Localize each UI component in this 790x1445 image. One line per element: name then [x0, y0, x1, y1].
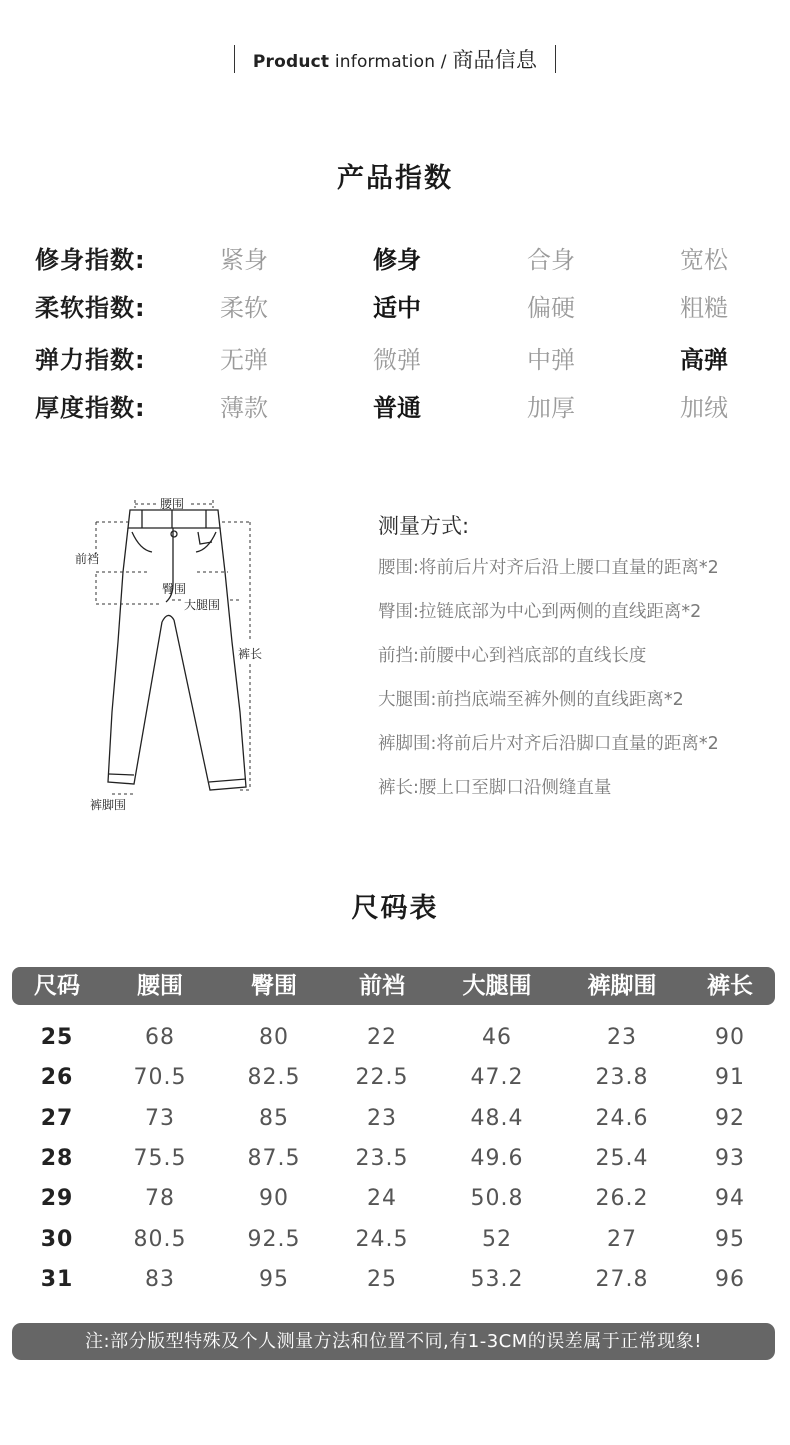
table-size-cell: 25 [40, 1025, 74, 1050]
table-cell: 24.6 [595, 1105, 649, 1131]
table-header-cell: 前裆 [359, 973, 405, 999]
index-option: 柔软 [220, 294, 268, 322]
table-size-cell: 29 [40, 1186, 74, 1212]
table-cell: 22.5 [355, 1065, 409, 1091]
label-waist: 腰围 [160, 497, 185, 511]
table-cell: 47.2 [470, 1065, 524, 1091]
table-cell: 85 [259, 1105, 289, 1131]
table-cell: 27 [607, 1226, 637, 1252]
table-size-cell: 26 [40, 1065, 74, 1091]
index-option: 粗糙 [680, 294, 728, 322]
page-header [0, 44, 790, 74]
table-header-cell: 臀围 [251, 973, 297, 999]
table-cell: 91 [715, 1065, 745, 1091]
label-length: 裤长 [238, 647, 263, 661]
table-cell: 95 [259, 1266, 289, 1292]
table-row [0, 1139, 790, 1179]
table-cell: 80.5 [133, 1226, 187, 1252]
measure-method-item: 腰围:将前后片对齐后沿上腰口直量的距离*2 [378, 558, 719, 578]
table-cell: 24.5 [355, 1226, 409, 1252]
table-cell: 80 [259, 1025, 289, 1050]
table-size-cell: 30 [40, 1226, 74, 1252]
table-row [0, 1260, 790, 1300]
table-cell: 83 [145, 1266, 175, 1292]
header-divider-right [555, 45, 556, 73]
index-option: 加厚 [527, 394, 575, 422]
table-cell: 82.5 [247, 1065, 301, 1091]
table-cell: 22 [367, 1025, 397, 1050]
index-label: 柔软指数: [35, 294, 146, 322]
index-option: 中弹 [527, 346, 575, 374]
index-option: 加绒 [680, 394, 728, 422]
table-row [0, 1220, 790, 1260]
table-cell: 24 [367, 1186, 397, 1212]
product-index-title: 产品指数 [337, 163, 453, 194]
table-header-cell: 裤长 [707, 973, 753, 999]
index-option-selected: 高弹 [680, 346, 728, 374]
table-cell: 52 [482, 1226, 512, 1252]
table-cell: 23.5 [355, 1145, 409, 1171]
index-label: 厚度指数: [35, 394, 146, 422]
index-option: 偏硬 [527, 294, 575, 322]
index-option: 微弹 [373, 346, 421, 374]
table-cell: 25 [367, 1266, 397, 1292]
measure-method-title: 测量方式: [378, 514, 470, 538]
table-header-cell: 腰围 [137, 973, 183, 999]
label-front-rise: 前裆 [75, 552, 100, 566]
size-table-header [12, 967, 775, 1005]
table-cell: 90 [715, 1025, 745, 1050]
measure-method-item: 大腿围:前挡底端至裤外侧的直线距离*2 [378, 690, 684, 710]
index-option: 合身 [527, 246, 575, 274]
header-title: Product information / 商品信息 [252, 48, 538, 72]
table-cell: 92 [715, 1105, 745, 1131]
index-option-selected: 修身 [373, 246, 421, 274]
table-size-cell: 31 [40, 1266, 74, 1292]
index-option: 无弹 [220, 346, 268, 374]
label-hem: 裤脚围 [90, 798, 127, 812]
table-header-cell: 大腿围 [462, 973, 532, 999]
table-row [0, 1058, 790, 1098]
table-cell: 53.2 [470, 1266, 524, 1292]
table-cell: 92.5 [247, 1226, 301, 1252]
measure-method-item: 前挡:前腰中心到裆底部的直线长度 [378, 646, 647, 666]
table-cell: 95 [715, 1226, 745, 1252]
table-cell: 23 [367, 1105, 397, 1131]
measure-method-item: 臀围:拉链底部为中心到两侧的直线距离*2 [378, 602, 702, 622]
table-cell: 48.4 [470, 1105, 524, 1131]
index-row [0, 240, 790, 280]
table-cell: 87.5 [247, 1145, 301, 1171]
index-label: 修身指数: [35, 246, 146, 274]
size-note: 注:部分版型特殊及个人测量方法和位置不同,有1-3CM的误差属于正常现象! [12, 1323, 775, 1360]
measure-method-item: 裤脚围:将前后片对齐后沿脚口直量的距离*2 [378, 734, 719, 754]
index-row [0, 340, 790, 380]
index-row [0, 388, 790, 428]
table-cell: 23 [607, 1025, 637, 1050]
table-cell: 49.6 [470, 1145, 524, 1171]
table-cell: 94 [715, 1186, 745, 1212]
table-cell: 78 [145, 1186, 175, 1212]
table-row [0, 1018, 790, 1058]
table-cell: 96 [715, 1266, 745, 1292]
index-option: 薄款 [220, 394, 268, 422]
index-option-selected: 普通 [373, 394, 421, 422]
table-size-cell: 28 [40, 1145, 74, 1171]
table-cell: 25.4 [595, 1145, 649, 1171]
table-row [0, 1179, 790, 1219]
index-option: 紧身 [220, 246, 268, 274]
index-option: 宽松 [680, 246, 728, 274]
table-cell: 46 [482, 1025, 512, 1050]
table-cell: 68 [145, 1025, 175, 1050]
measure-method-item: 裤长:腰上口至脚口沿侧缝直量 [378, 778, 612, 798]
table-cell: 23.8 [595, 1065, 649, 1091]
table-cell: 73 [145, 1105, 175, 1131]
table-row [0, 1099, 790, 1139]
index-row [0, 288, 790, 328]
index-option-selected: 适中 [373, 294, 421, 322]
table-size-cell: 27 [40, 1105, 74, 1131]
table-cell: 27.8 [595, 1266, 649, 1292]
table-cell: 26.2 [595, 1186, 649, 1212]
table-cell: 70.5 [133, 1065, 187, 1091]
table-header-cell: 尺码 [34, 973, 80, 999]
table-cell: 93 [715, 1145, 745, 1171]
pants-measure-diagram [60, 492, 290, 822]
size-table-title: 尺码表 [351, 893, 439, 924]
table-header-cell: 裤脚围 [587, 973, 657, 999]
table-cell: 75.5 [133, 1145, 187, 1171]
label-hip: 臀围 [162, 582, 187, 596]
table-cell: 50.8 [470, 1186, 524, 1212]
index-label: 弹力指数: [35, 346, 146, 374]
label-thigh: 大腿围 [184, 598, 221, 612]
table-cell: 90 [259, 1186, 289, 1212]
